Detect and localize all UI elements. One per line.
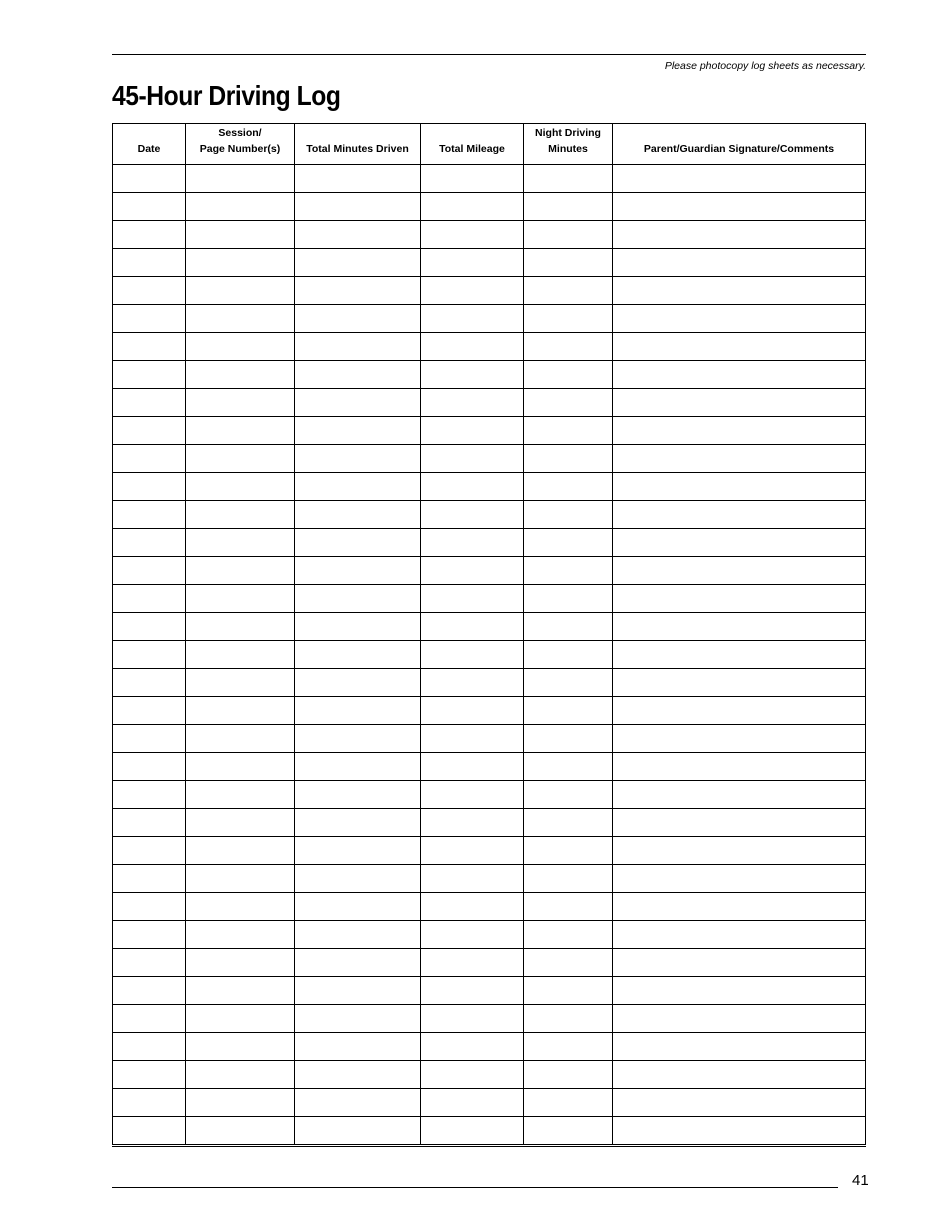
signature-cell[interactable] bbox=[613, 809, 866, 837]
session-page-cell[interactable] bbox=[186, 221, 295, 249]
signature-cell[interactable] bbox=[613, 865, 866, 893]
mileage-cell[interactable] bbox=[421, 1005, 524, 1033]
log-entries bbox=[113, 165, 866, 1146]
date-cell[interactable] bbox=[113, 641, 186, 669]
session-page-cell[interactable] bbox=[186, 977, 295, 1005]
mileage-cell[interactable] bbox=[421, 613, 524, 641]
session-page-cell[interactable] bbox=[186, 529, 295, 557]
session-page-cell[interactable] bbox=[186, 837, 295, 865]
signature-cell[interactable] bbox=[613, 921, 866, 949]
log-row bbox=[113, 277, 866, 305]
signature-cell[interactable] bbox=[613, 277, 866, 305]
mileage-cell[interactable] bbox=[421, 865, 524, 893]
column-header-date bbox=[113, 124, 186, 165]
date-cell[interactable] bbox=[113, 473, 186, 501]
minutes-cell[interactable] bbox=[295, 725, 421, 753]
date-cell[interactable] bbox=[113, 1033, 186, 1061]
session-page-cell[interactable] bbox=[186, 333, 295, 361]
log-row bbox=[113, 893, 866, 921]
signature-cell[interactable] bbox=[613, 725, 866, 753]
log-row bbox=[113, 1005, 866, 1033]
log-row bbox=[113, 417, 866, 445]
night-minutes-cell[interactable] bbox=[524, 697, 613, 725]
night-minutes-cell[interactable] bbox=[524, 165, 613, 193]
minutes-cell[interactable] bbox=[295, 1117, 421, 1146]
night-minutes-cell[interactable] bbox=[524, 893, 613, 921]
log-row bbox=[113, 585, 866, 613]
minutes-cell[interactable] bbox=[295, 557, 421, 585]
mileage-cell[interactable] bbox=[421, 725, 524, 753]
log-row bbox=[113, 221, 866, 249]
mileage-cell[interactable] bbox=[421, 949, 524, 977]
log-row bbox=[113, 1089, 866, 1117]
session-page-cell[interactable] bbox=[186, 557, 295, 585]
night-minutes-cell[interactable] bbox=[524, 193, 613, 221]
log-row bbox=[113, 949, 866, 977]
log-row bbox=[113, 389, 866, 417]
log-row bbox=[113, 1061, 866, 1089]
signature-cell[interactable] bbox=[613, 529, 866, 557]
mileage-cell[interactable] bbox=[421, 893, 524, 921]
log-row bbox=[113, 613, 866, 641]
minutes-cell[interactable] bbox=[295, 193, 421, 221]
signature-cell[interactable] bbox=[613, 305, 866, 333]
night-minutes-cell[interactable] bbox=[524, 1117, 613, 1146]
signature-cell[interactable] bbox=[613, 781, 866, 809]
session-page-cell[interactable] bbox=[186, 949, 295, 977]
date-cell[interactable] bbox=[113, 949, 186, 977]
date-cell[interactable] bbox=[113, 557, 186, 585]
mileage-cell[interactable] bbox=[421, 1089, 524, 1117]
signature-cell[interactable] bbox=[613, 641, 866, 669]
mileage-cell[interactable] bbox=[421, 165, 524, 193]
mileage-cell[interactable] bbox=[421, 641, 524, 669]
mileage-cell[interactable] bbox=[421, 389, 524, 417]
signature-cell[interactable] bbox=[613, 193, 866, 221]
date-cell[interactable] bbox=[113, 1089, 186, 1117]
column-header-line: Minutes bbox=[548, 143, 588, 155]
mileage-cell[interactable] bbox=[421, 305, 524, 333]
night-minutes-cell[interactable] bbox=[524, 837, 613, 865]
signature-cell[interactable] bbox=[613, 837, 866, 865]
session-page-cell[interactable] bbox=[186, 473, 295, 501]
night-minutes-cell[interactable] bbox=[524, 725, 613, 753]
night-minutes-cell[interactable] bbox=[524, 361, 613, 389]
session-page-cell[interactable] bbox=[186, 389, 295, 417]
session-page-cell[interactable] bbox=[186, 921, 295, 949]
night-minutes-cell[interactable] bbox=[524, 221, 613, 249]
signature-cell[interactable] bbox=[613, 501, 866, 529]
minutes-cell[interactable] bbox=[295, 305, 421, 333]
log-row bbox=[113, 557, 866, 585]
minutes-cell[interactable] bbox=[295, 361, 421, 389]
signature-cell[interactable] bbox=[613, 669, 866, 697]
minutes-cell[interactable] bbox=[295, 389, 421, 417]
bottom-divider bbox=[112, 1187, 838, 1188]
date-cell[interactable] bbox=[113, 501, 186, 529]
date-cell[interactable] bbox=[113, 221, 186, 249]
minutes-cell[interactable] bbox=[295, 949, 421, 977]
session-page-cell[interactable] bbox=[186, 1033, 295, 1061]
log-row bbox=[113, 193, 866, 221]
minutes-cell[interactable] bbox=[295, 781, 421, 809]
minutes-cell[interactable] bbox=[295, 249, 421, 277]
night-minutes-cell[interactable] bbox=[524, 305, 613, 333]
minutes-cell[interactable] bbox=[295, 417, 421, 445]
log-row bbox=[113, 809, 866, 837]
log-row bbox=[113, 249, 866, 277]
signature-cell[interactable] bbox=[613, 949, 866, 977]
minutes-cell[interactable] bbox=[295, 333, 421, 361]
date-cell[interactable] bbox=[113, 837, 186, 865]
date-cell[interactable] bbox=[113, 1117, 186, 1146]
top-divider bbox=[112, 54, 866, 55]
signature-cell[interactable] bbox=[613, 389, 866, 417]
minutes-cell[interactable] bbox=[295, 921, 421, 949]
date-cell[interactable] bbox=[113, 305, 186, 333]
mileage-cell[interactable] bbox=[421, 669, 524, 697]
night-minutes-cell[interactable] bbox=[524, 809, 613, 837]
signature-cell[interactable] bbox=[613, 417, 866, 445]
date-cell[interactable] bbox=[113, 389, 186, 417]
date-cell[interactable] bbox=[113, 165, 186, 193]
log-row bbox=[113, 445, 866, 473]
log-row bbox=[113, 837, 866, 865]
session-page-cell[interactable] bbox=[186, 277, 295, 305]
mileage-cell[interactable] bbox=[421, 473, 524, 501]
date-cell[interactable] bbox=[113, 893, 186, 921]
night-minutes-cell[interactable] bbox=[524, 753, 613, 781]
signature-cell[interactable] bbox=[613, 977, 866, 1005]
signature-cell[interactable] bbox=[613, 221, 866, 249]
minutes-cell[interactable] bbox=[295, 697, 421, 725]
column-header-night-minutes bbox=[524, 124, 613, 165]
log-row bbox=[113, 669, 866, 697]
minutes-cell[interactable] bbox=[295, 977, 421, 1005]
date-cell[interactable] bbox=[113, 361, 186, 389]
signature-cell[interactable] bbox=[613, 697, 866, 725]
signature-cell[interactable] bbox=[613, 753, 866, 781]
mileage-cell[interactable] bbox=[421, 781, 524, 809]
session-page-cell[interactable] bbox=[186, 809, 295, 837]
signature-cell[interactable] bbox=[613, 1089, 866, 1117]
minutes-cell[interactable] bbox=[295, 529, 421, 557]
date-cell[interactable] bbox=[113, 1005, 186, 1033]
session-page-cell[interactable] bbox=[186, 305, 295, 333]
night-minutes-cell[interactable] bbox=[524, 1005, 613, 1033]
log-row bbox=[113, 473, 866, 501]
date-cell[interactable] bbox=[113, 277, 186, 305]
mileage-cell[interactable] bbox=[421, 557, 524, 585]
minutes-cell[interactable] bbox=[295, 641, 421, 669]
log-row bbox=[113, 305, 866, 333]
night-minutes-cell[interactable] bbox=[524, 641, 613, 669]
date-cell[interactable] bbox=[113, 669, 186, 697]
log-row bbox=[113, 977, 866, 1005]
date-cell[interactable] bbox=[113, 585, 186, 613]
mileage-cell[interactable] bbox=[421, 333, 524, 361]
session-page-cell[interactable] bbox=[186, 753, 295, 781]
log-row bbox=[113, 165, 866, 193]
mileage-cell[interactable] bbox=[421, 361, 524, 389]
column-header-signature-comments bbox=[613, 124, 866, 165]
mileage-cell[interactable] bbox=[421, 1033, 524, 1061]
minutes-cell[interactable] bbox=[295, 501, 421, 529]
log-row bbox=[113, 1117, 866, 1146]
log-row bbox=[113, 1033, 866, 1061]
log-row bbox=[113, 725, 866, 753]
minutes-cell[interactable] bbox=[295, 585, 421, 613]
night-minutes-cell[interactable] bbox=[524, 669, 613, 697]
session-page-cell[interactable] bbox=[186, 781, 295, 809]
column-header-total-mileage bbox=[421, 124, 524, 165]
mileage-cell[interactable] bbox=[421, 249, 524, 277]
log-row bbox=[113, 781, 866, 809]
mileage-cell[interactable] bbox=[421, 809, 524, 837]
driving-log-table bbox=[112, 123, 866, 1147]
log-row bbox=[113, 753, 866, 781]
minutes-cell[interactable] bbox=[295, 837, 421, 865]
minutes-cell[interactable] bbox=[295, 277, 421, 305]
minutes-cell[interactable] bbox=[295, 865, 421, 893]
minutes-cell[interactable] bbox=[295, 753, 421, 781]
date-cell[interactable] bbox=[113, 529, 186, 557]
session-page-cell[interactable] bbox=[186, 445, 295, 473]
date-cell[interactable] bbox=[113, 697, 186, 725]
date-cell[interactable] bbox=[113, 977, 186, 1005]
mileage-cell[interactable] bbox=[421, 697, 524, 725]
minutes-cell[interactable] bbox=[295, 893, 421, 921]
session-page-cell[interactable] bbox=[186, 249, 295, 277]
mileage-cell[interactable] bbox=[421, 529, 524, 557]
night-minutes-cell[interactable] bbox=[524, 277, 613, 305]
date-cell[interactable] bbox=[113, 753, 186, 781]
night-minutes-cell[interactable] bbox=[524, 501, 613, 529]
night-minutes-cell[interactable] bbox=[524, 333, 613, 361]
night-minutes-cell[interactable] bbox=[524, 1089, 613, 1117]
column-header-total-minutes bbox=[295, 124, 421, 165]
minutes-cell[interactable] bbox=[295, 1005, 421, 1033]
minutes-cell[interactable] bbox=[295, 669, 421, 697]
mileage-cell[interactable] bbox=[421, 753, 524, 781]
session-page-cell[interactable] bbox=[186, 669, 295, 697]
log-row bbox=[113, 865, 866, 893]
session-page-cell[interactable] bbox=[186, 697, 295, 725]
minutes-cell[interactable] bbox=[295, 1089, 421, 1117]
night-minutes-cell[interactable] bbox=[524, 249, 613, 277]
session-page-cell[interactable] bbox=[186, 725, 295, 753]
log-row bbox=[113, 921, 866, 949]
night-minutes-cell[interactable] bbox=[524, 949, 613, 977]
session-page-cell[interactable] bbox=[186, 165, 295, 193]
night-minutes-cell[interactable] bbox=[524, 445, 613, 473]
signature-cell[interactable] bbox=[613, 473, 866, 501]
date-cell[interactable] bbox=[113, 193, 186, 221]
log-row bbox=[113, 641, 866, 669]
minutes-cell[interactable] bbox=[295, 809, 421, 837]
date-cell[interactable] bbox=[113, 781, 186, 809]
session-page-cell[interactable] bbox=[186, 613, 295, 641]
session-page-cell[interactable] bbox=[186, 361, 295, 389]
minutes-cell[interactable] bbox=[295, 445, 421, 473]
log-row bbox=[113, 529, 866, 557]
mileage-cell[interactable] bbox=[421, 1117, 524, 1146]
mileage-cell[interactable] bbox=[421, 977, 524, 1005]
date-cell[interactable] bbox=[113, 333, 186, 361]
night-minutes-cell[interactable] bbox=[524, 557, 613, 585]
minutes-cell[interactable] bbox=[295, 613, 421, 641]
signature-cell[interactable] bbox=[613, 1005, 866, 1033]
mileage-cell[interactable] bbox=[421, 837, 524, 865]
date-cell[interactable] bbox=[113, 1061, 186, 1089]
log-row bbox=[113, 501, 866, 529]
mileage-cell[interactable] bbox=[421, 501, 524, 529]
mileage-cell[interactable] bbox=[421, 1061, 524, 1089]
column-header-line: Total Mileage bbox=[439, 143, 505, 155]
date-cell[interactable] bbox=[113, 865, 186, 893]
mileage-cell[interactable] bbox=[421, 921, 524, 949]
session-page-cell[interactable] bbox=[186, 1089, 295, 1117]
session-page-cell[interactable] bbox=[186, 1061, 295, 1089]
night-minutes-cell[interactable] bbox=[524, 1033, 613, 1061]
signature-cell[interactable] bbox=[613, 1117, 866, 1146]
signature-cell[interactable] bbox=[613, 557, 866, 585]
session-page-cell[interactable] bbox=[186, 501, 295, 529]
date-cell[interactable] bbox=[113, 249, 186, 277]
date-cell[interactable] bbox=[113, 445, 186, 473]
night-minutes-cell[interactable] bbox=[524, 865, 613, 893]
date-cell[interactable] bbox=[113, 417, 186, 445]
date-cell[interactable] bbox=[113, 613, 186, 641]
night-minutes-cell[interactable] bbox=[524, 613, 613, 641]
minutes-cell[interactable] bbox=[295, 165, 421, 193]
mileage-cell[interactable] bbox=[421, 417, 524, 445]
night-minutes-cell[interactable] bbox=[524, 977, 613, 1005]
log-row bbox=[113, 361, 866, 389]
column-header-line: Date bbox=[137, 143, 161, 155]
column-header-line: Page Number(s) bbox=[199, 143, 281, 155]
header-row bbox=[113, 124, 866, 165]
signature-cell[interactable] bbox=[613, 585, 866, 613]
session-page-cell[interactable] bbox=[186, 641, 295, 669]
session-page-cell[interactable] bbox=[186, 865, 295, 893]
signature-cell[interactable] bbox=[613, 1033, 866, 1061]
date-cell[interactable] bbox=[113, 809, 186, 837]
mileage-cell[interactable] bbox=[421, 221, 524, 249]
minutes-cell[interactable] bbox=[295, 473, 421, 501]
signature-cell[interactable] bbox=[613, 165, 866, 193]
mileage-cell[interactable] bbox=[421, 193, 524, 221]
mileage-cell[interactable] bbox=[421, 445, 524, 473]
night-minutes-cell[interactable] bbox=[524, 1061, 613, 1089]
night-minutes-cell[interactable] bbox=[524, 529, 613, 557]
mileage-cell[interactable] bbox=[421, 277, 524, 305]
night-minutes-cell[interactable] bbox=[524, 417, 613, 445]
signature-cell[interactable] bbox=[613, 893, 866, 921]
date-cell[interactable] bbox=[113, 725, 186, 753]
photocopy-note: Please photocopy log sheets as necessary. bbox=[664, 60, 866, 72]
night-minutes-cell[interactable] bbox=[524, 585, 613, 613]
column-header-line: Parent/Guardian Signature/Comments bbox=[643, 143, 835, 155]
log-row bbox=[113, 697, 866, 725]
night-minutes-cell[interactable] bbox=[524, 781, 613, 809]
minutes-cell[interactable] bbox=[295, 221, 421, 249]
column-header-line: Session/ bbox=[218, 127, 262, 139]
column-header-line: Night Driving bbox=[535, 127, 601, 139]
minutes-cell[interactable] bbox=[295, 1061, 421, 1089]
mileage-cell[interactable] bbox=[421, 585, 524, 613]
log-row bbox=[113, 333, 866, 361]
session-page-cell[interactable] bbox=[186, 585, 295, 613]
signature-cell[interactable] bbox=[613, 1061, 866, 1089]
session-page-cell[interactable] bbox=[186, 1117, 295, 1146]
signature-cell[interactable] bbox=[613, 249, 866, 277]
date-cell[interactable] bbox=[113, 921, 186, 949]
page-number: 41 bbox=[852, 1172, 869, 1189]
session-page-cell[interactable] bbox=[186, 193, 295, 221]
column-header-session-page bbox=[186, 124, 295, 165]
signature-cell[interactable] bbox=[613, 613, 866, 641]
signature-cell[interactable] bbox=[613, 445, 866, 473]
column-header-line: Total Minutes Driven bbox=[306, 143, 409, 155]
signature-cell[interactable] bbox=[613, 361, 866, 389]
night-minutes-cell[interactable] bbox=[524, 921, 613, 949]
signature-cell[interactable] bbox=[613, 333, 866, 361]
page-title: 45-Hour Driving Log bbox=[112, 80, 341, 111]
night-minutes-cell[interactable] bbox=[524, 389, 613, 417]
session-page-cell[interactable] bbox=[186, 1005, 295, 1033]
night-minutes-cell[interactable] bbox=[524, 473, 613, 501]
minutes-cell[interactable] bbox=[295, 1033, 421, 1061]
session-page-cell[interactable] bbox=[186, 417, 295, 445]
session-page-cell[interactable] bbox=[186, 893, 295, 921]
